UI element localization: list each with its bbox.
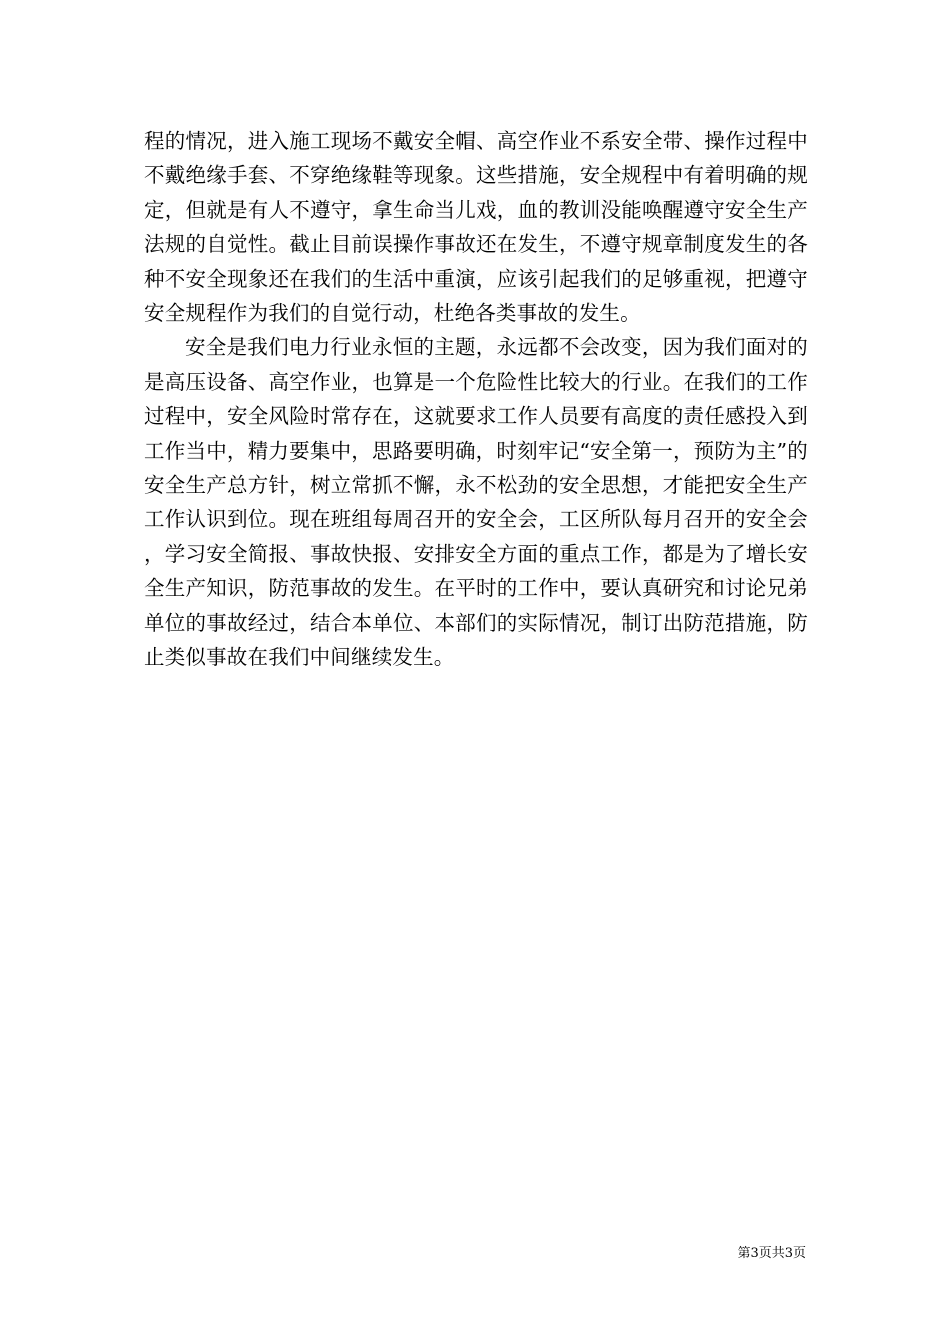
paragraph-safety-theme: 安全是我们电力行业永恒的主题，永远都不会改变，因为我们面对的是高压设备、高空作业，也算是一个危险性比较大的行业。在我们的工作过程中，安全风险时常存在，这就要求工作人员要有高度的责任感投入到工作当中，精力要集中，思路要明确，时刻牢记“安全第一，预防为主”的安全生产总方针，树立常抓不懈，永不松劲的安全思想，才能把安全生产工作认识到位。现在班组每周召开的安全会，工区所队每月召开的安全会，学习安全简报、事故快报、安排安全方面的重点工作，都是为了增长安全生产知识，防范事故的发生。在平时的工作中，要认真研究和讨论兄弟单位的事故经过，结合本单位、本部们的实际情况，制订出防范措施，防止类似事故在我们中间继续发生。 <box>144 335 808 670</box>
paragraph-continuation: 程的情况，进入施工现场不戴安全帽、高空作业不系安全带、操作过程中不戴绝缘手套、不穿绝缘鞋等现象。这些措施，安全规程中有着明确的规定，但就是有人不遵守，拿生命当儿戏，血的教训没能唤醒遵守安全生产法规的自觉性。截止目前误操作事故还在发生，不遵守规章制度发生的各种不安全现象还在我们的生活中重演，应该引起我们的足够重视，把遵守安全规程作为我们的自觉行动，杜绝各类事故的发生。 <box>144 129 808 326</box>
page-number-footer: 第3页共3页 <box>737 1246 806 1261</box>
document-body <box>144 124 808 675</box>
